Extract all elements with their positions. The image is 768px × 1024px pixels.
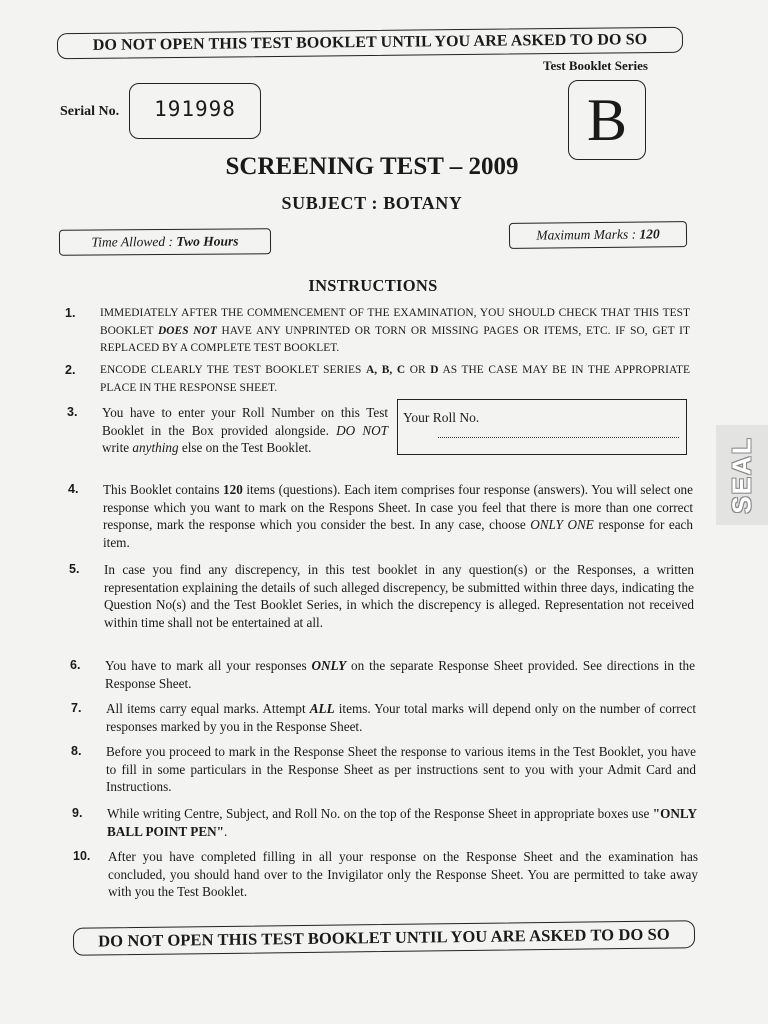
subject-heading: SUBJECT : BOTANY xyxy=(281,193,463,213)
instruction-text: items (questions). Each item comprises four response (answers). You will select one response which you want to mark on the Respons Sheet. In case you feel that there is more than one correct response, mark the response which you consider the best. In any case, choose xyxy=(103,482,694,532)
time-label: Time Allowed : xyxy=(91,233,174,250)
marks-label: Maximum Marks : xyxy=(536,226,637,243)
instruction-emphasis: ONLY xyxy=(311,658,347,673)
instruction-text: AS THE CASE MAY BE IN THE APPROPRIATE PLACE IN THE RESPONSE SHEET. xyxy=(100,364,690,394)
instruction-item xyxy=(73,848,698,901)
instruction-text: All items carry equal marks. Attempt xyxy=(106,701,310,716)
seal-text: SEAL xyxy=(726,436,757,514)
instruction-emphasis: DOES NOT xyxy=(158,324,217,337)
instruction-item xyxy=(68,481,694,551)
instruction-text: In case you find any discrepency, in this test booklet in any question(s) or the Responses, a written representation explaining the details of such alleged discrepency, be submitted within three days, indicating the Question No(s) and the Test Booklet Series, in which the discrepency is alleged. Representation not received within time shall not be entertained at all. xyxy=(104,562,694,630)
instruction-text: After you have completed filling in all your response on the Response Sheet and the examination has concluded, you should hand over to the Invigilator only the Response Sheet. You are permitted to take away with you the Test Booklet. xyxy=(108,849,698,899)
instruction-text: write xyxy=(102,440,133,455)
time-allowed-box xyxy=(59,228,271,255)
instruction-text: OR xyxy=(405,364,431,376)
booklet-series-label: Test Booklet Series xyxy=(543,58,648,73)
instruction-number: 7. xyxy=(71,701,82,715)
seal-stamp xyxy=(716,425,768,525)
instruction-number: 9. xyxy=(72,806,83,820)
instruction-text: response for each item. xyxy=(103,517,693,550)
page-title: SCREENING TEST – 2009 xyxy=(225,153,519,180)
instruction-number: 2. xyxy=(65,363,76,377)
roll-number-line xyxy=(438,437,679,438)
instruction-emphasis: ONLY ONE xyxy=(530,517,594,532)
instruction-text: else on the Test Booklet. xyxy=(178,440,312,455)
serial-number: 191998 xyxy=(129,83,261,139)
instruction-text: This Booklet contains xyxy=(103,482,223,497)
instruction-emphasis: ALL xyxy=(309,701,335,716)
instruction-emphasis: anything xyxy=(132,440,179,455)
instruction-item xyxy=(72,805,697,840)
instruction-number: 8. xyxy=(71,744,82,758)
instruction-number: 1. xyxy=(65,306,76,320)
instruction-item xyxy=(70,657,695,692)
instruction-item xyxy=(71,700,696,735)
instruction-item xyxy=(65,305,690,358)
instruction-item xyxy=(69,561,694,631)
instructions-heading: INSTRUCTIONS xyxy=(308,276,438,295)
instruction-number: 4. xyxy=(68,482,79,496)
instruction-number: 5. xyxy=(69,562,80,576)
instruction-text: on the separate Response Sheet provided. See directions in the Response Sheet. xyxy=(105,658,695,691)
warning-top: DO NOT OPEN THIS TEST BOOKLET UNTIL YOU ARE ASKED TO DO SO xyxy=(57,27,683,60)
maximum-marks-box xyxy=(509,221,687,249)
instruction-emphasis: D xyxy=(430,364,439,376)
instruction-item xyxy=(65,362,690,397)
marks-value: 120 xyxy=(639,226,660,242)
instruction-text: You have to mark all your responses xyxy=(105,658,312,673)
instruction-text: You have to enter your Roll Number on this Test Booklet in the Box provided alongside. xyxy=(102,405,388,438)
warning-bottom: DO NOT OPEN THIS TEST BOOKLET UNTIL YOU ARE ASKED TO DO SO xyxy=(73,920,695,956)
time-value: Two Hours xyxy=(176,233,239,249)
instruction-number: 6. xyxy=(70,658,81,672)
instruction-item xyxy=(71,743,696,796)
serial-label: Serial No. xyxy=(60,104,120,119)
instruction-emphasis: 120 xyxy=(223,482,243,497)
instruction-text: ENCODE CLEARLY THE TEST BOOKLET SERIES xyxy=(100,364,366,376)
roll-number-label: Your Roll No. xyxy=(403,410,480,425)
instruction-item xyxy=(67,404,389,457)
instruction-emphasis: "ONLY BALL POINT PEN" xyxy=(107,806,697,839)
instruction-text: While writing Centre, Subject, and Roll No. on the top of the Response Sheet in appropriate boxes use xyxy=(107,806,653,821)
booklet-series-box: B xyxy=(568,80,646,160)
instruction-text: items. Your total marks will depend only on the number of correct responses marked by you in the Response Sheet. xyxy=(106,701,696,734)
instruction-text: Before you proceed to mark in the Response Sheet the response to various items in the Test Booklet, you have to fill in some particulars in the Response Sheet as per instructions sent to you with your Admit Card and Instructions. xyxy=(106,744,696,794)
instruction-emphasis: DO NOT xyxy=(336,422,389,438)
instruction-text: HAVE ANY UNPRINTED OR TORN OR MISSING PAGES OR ITEMS, ETC. IF SO, GET IT REPLACED BY A COMPLETE TEST BOOKLET. xyxy=(100,324,690,354)
roll-number-box[interactable] xyxy=(397,399,687,455)
instruction-number: 10. xyxy=(73,849,91,863)
instruction-text: . xyxy=(224,823,228,839)
instruction-number: 3. xyxy=(67,405,78,419)
instruction-emphasis: A, B, C xyxy=(365,364,406,376)
instruction-text: IMMEDIATELY AFTER THE COMMENCEMENT OF THE EXAMINATION, YOU SHOULD CHECK THAT THIS TEST BOOKLET xyxy=(100,307,690,337)
